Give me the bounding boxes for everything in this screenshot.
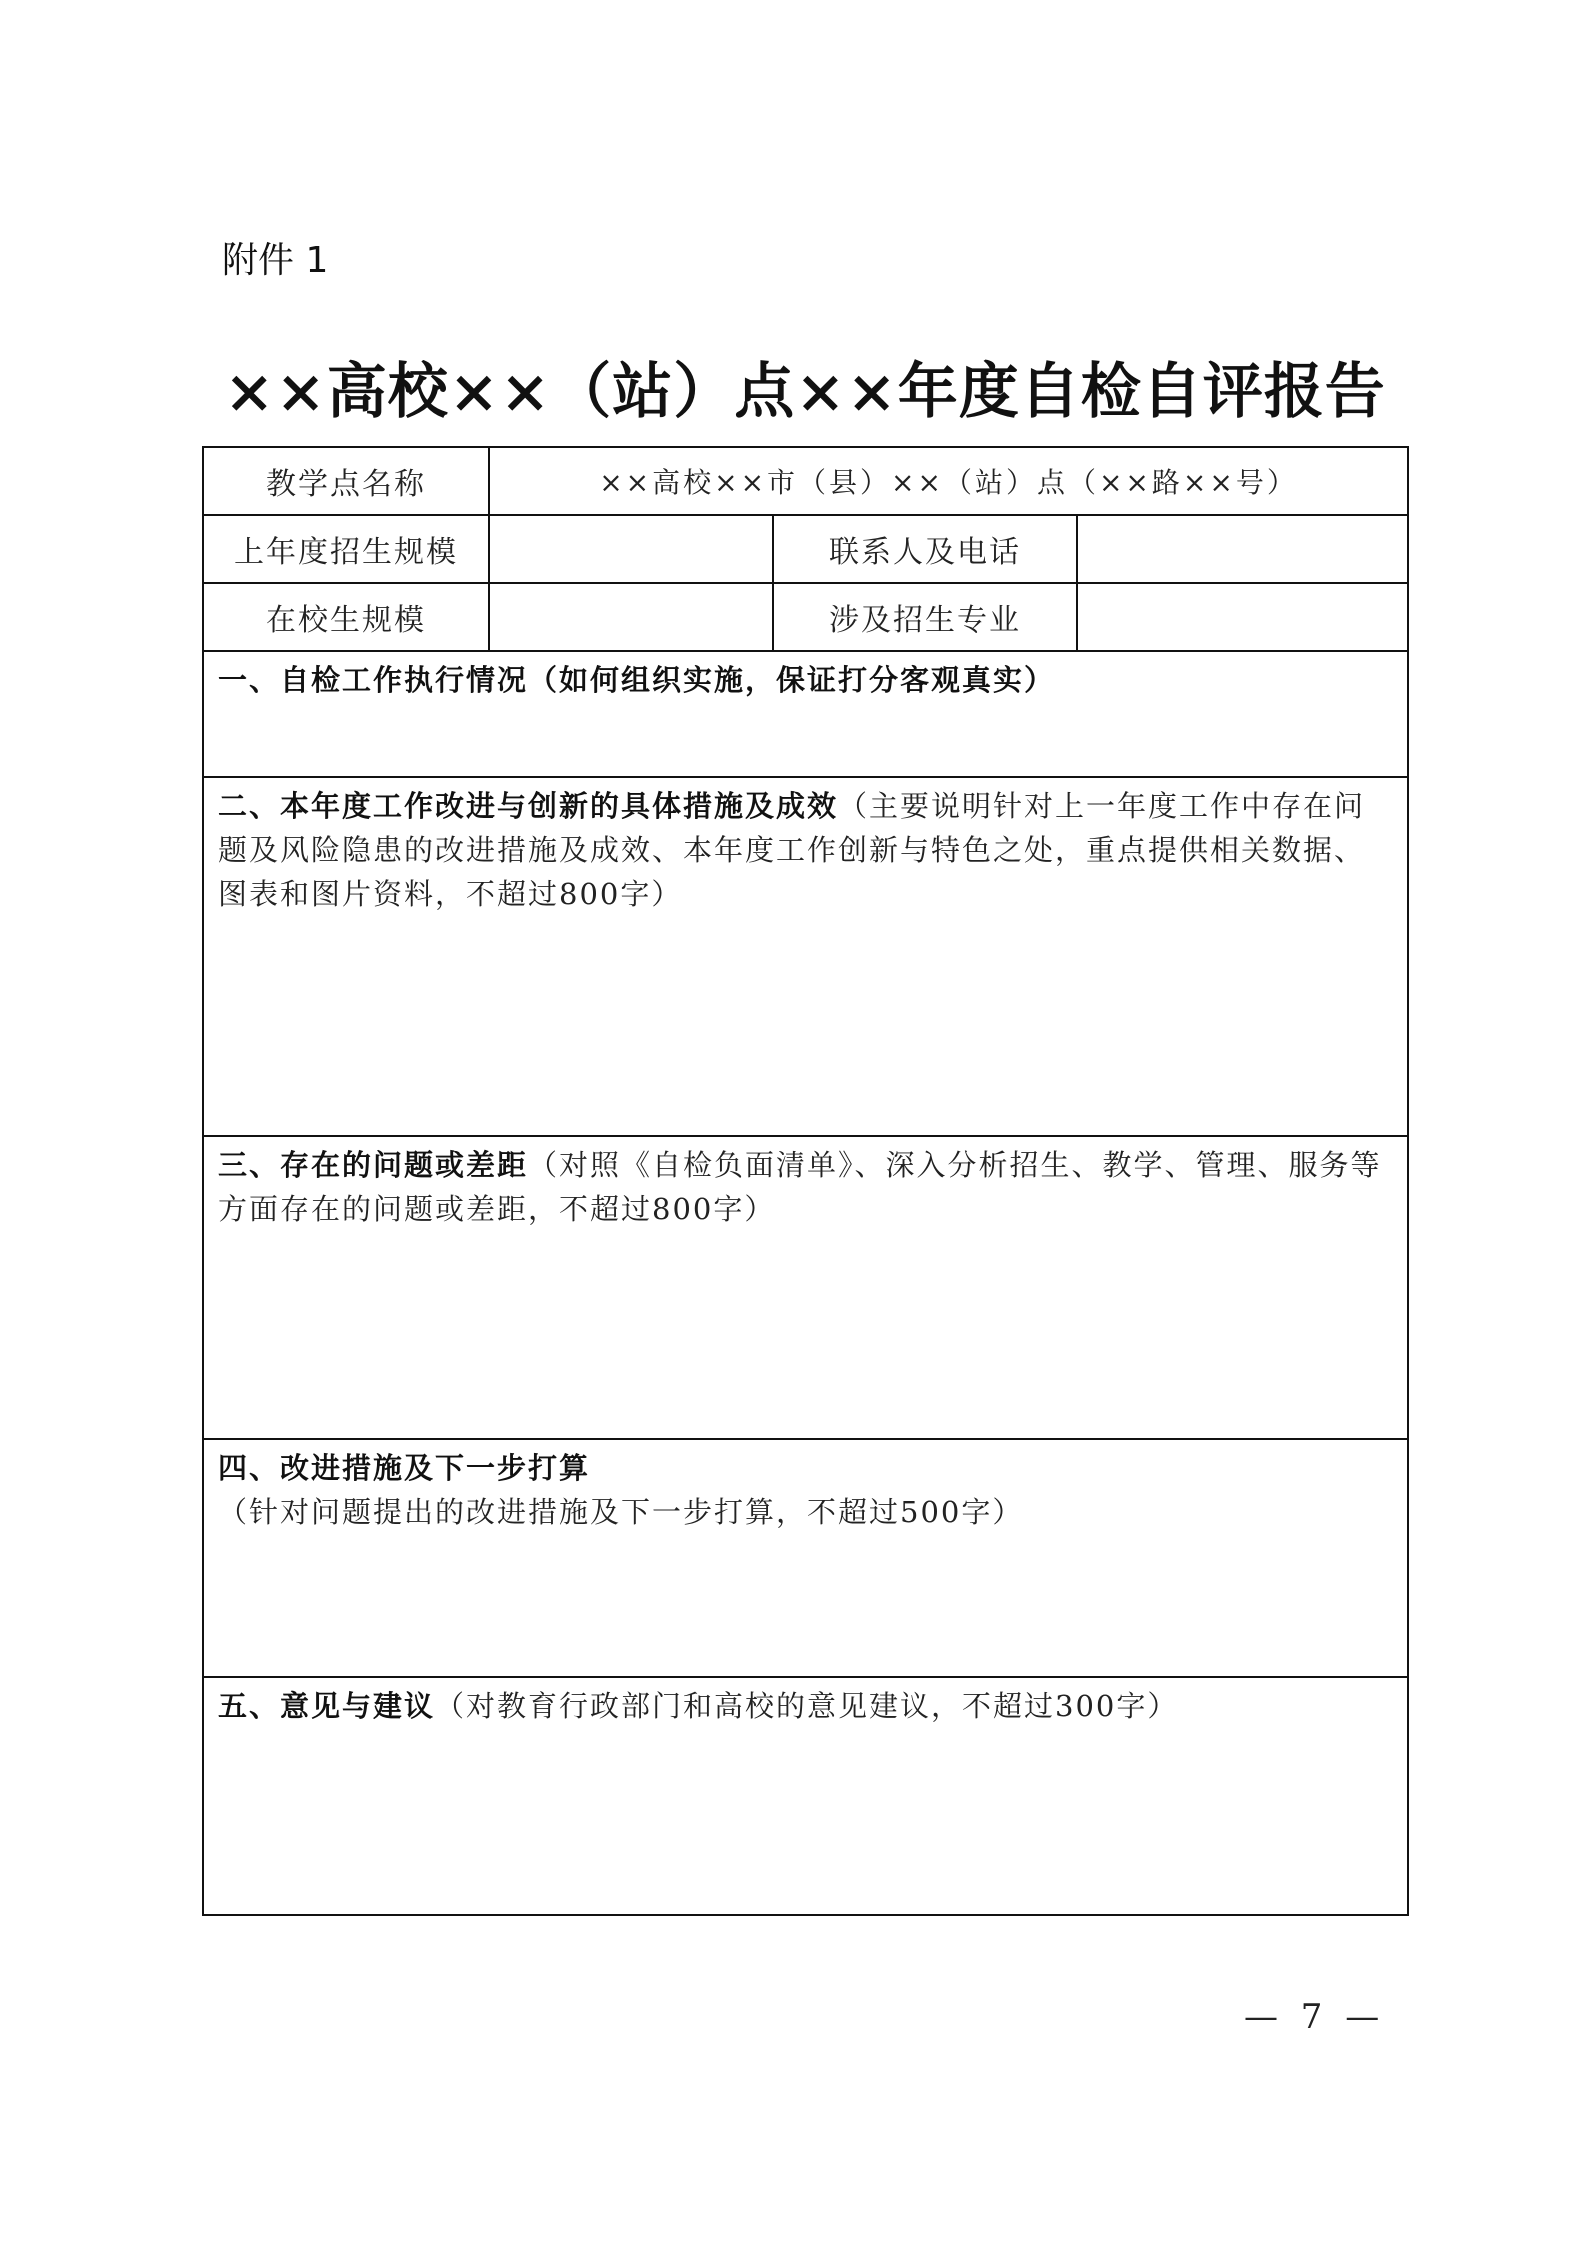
section-row-3 <box>203 1136 1408 1439</box>
section-1-heading: 一、自检工作执行情况（如何组织实施，保证打分客观真实） <box>218 663 1056 697</box>
site-name-field[interactable]: ××高校××市（县）××（站）点（××路××号） <box>489 447 1408 515</box>
section-row-1 <box>203 651 1408 777</box>
site-name-label: 教学点名称 <box>203 447 489 515</box>
attachment-label: 附件 1 <box>222 240 329 281</box>
section-4-heading: 四、改进措施及下一步打算 <box>218 1451 591 1485</box>
section-2-note: （主要说明针对上一年度工作中存在问题及风险隐患的改进措施及成效、本年度工作创新与特色之处，重点提供相关数据、图表和图片资料，不超过800字） <box>218 789 1366 911</box>
majors-label: 涉及招生专业 <box>773 583 1077 651</box>
report-title: ××高校××（站）点××年度自检自评报告 <box>224 357 1386 427</box>
section-5-note: （对教育行政部门和高校的意见建议，不超过300字） <box>435 1689 1179 1723</box>
section-5-heading: 五、意见与建议 <box>218 1689 436 1723</box>
section-row-5 <box>203 1677 1408 1915</box>
section-3-heading: 三、存在的问题或差距 <box>218 1148 529 1182</box>
contact-label: 联系人及电话 <box>773 515 1077 583</box>
section-row-2 <box>203 777 1408 1136</box>
last-year-enrollment-field[interactable] <box>489 515 773 583</box>
form-row-students <box>203 583 1408 651</box>
section-2-heading: 二、本年度工作改进与创新的具体措施及成效 <box>218 789 839 823</box>
section-1-self-check[interactable] <box>203 651 1408 777</box>
last-year-enrollment-label: 上年度招生规模 <box>203 515 489 583</box>
page-number: — 7 — <box>1244 1997 1386 2037</box>
form-row-enrollment <box>203 515 1408 583</box>
section-5-suggestions[interactable] <box>203 1677 1408 1915</box>
section-3-problems[interactable] <box>203 1136 1408 1439</box>
section-4-next-steps[interactable] <box>203 1439 1408 1677</box>
self-evaluation-form <box>202 446 1409 1916</box>
section-2-improvements[interactable] <box>203 777 1408 1136</box>
majors-field[interactable] <box>1077 583 1408 651</box>
current-students-label: 在校生规模 <box>203 583 489 651</box>
form-row-site-name <box>203 447 1408 515</box>
section-row-4 <box>203 1439 1408 1677</box>
current-students-field[interactable] <box>489 583 773 651</box>
section-4-note: （针对问题提出的改进措施及下一步打算，不超过500字） <box>218 1495 1024 1529</box>
section-3-note: （对照《自检负面清单》、深入分析招生、教学、管理、服务等方面存在的问题或差距，不超过800字） <box>218 1148 1382 1226</box>
contact-field[interactable] <box>1077 515 1408 583</box>
